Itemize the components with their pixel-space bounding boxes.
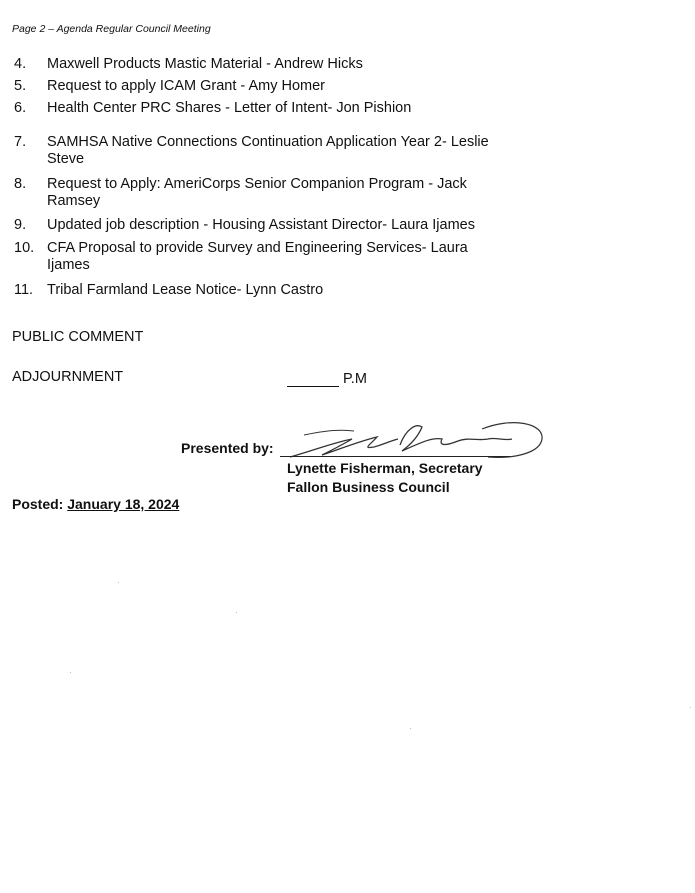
- agenda-item-text: [47, 240, 527, 274]
- page-header: Page 2 – Agenda Regular Council Meeting: [12, 23, 211, 35]
- agenda-item-number: 11.: [14, 282, 34, 298]
- agenda-item-text: [47, 134, 527, 168]
- presented-by-label: Presented by:: [181, 440, 274, 456]
- agenda-item-line: Request to Apply: AmeriCorps Senior Companion Program - Jack: [47, 176, 467, 192]
- agenda-item-number: 8.: [14, 176, 27, 192]
- agenda-item-number: 4.: [14, 56, 27, 72]
- agenda-item-line: Steve: [47, 151, 85, 167]
- agenda-item-number: 7.: [14, 134, 27, 150]
- scan-speck: [690, 707, 691, 708]
- signature-line: [280, 456, 510, 457]
- posted-date: January 18, 2024: [67, 496, 180, 512]
- posted-label: Posted:: [12, 496, 64, 512]
- scan-speck: [70, 672, 71, 673]
- agenda-item-line: CFA Proposal to provide Survey and Engineering Services- Laura: [47, 240, 468, 256]
- adjournment-heading: ADJOURNMENT: [12, 369, 124, 385]
- agenda-item-number: 6.: [14, 100, 27, 116]
- agenda-item-line: Ramsey: [47, 193, 101, 209]
- posted-line: [12, 496, 179, 512]
- scan-speck: [118, 582, 119, 583]
- agenda-item-number: 5.: [14, 78, 27, 94]
- adjournment-time-suffix: P.M: [343, 371, 367, 387]
- agenda-item-line: SAMHSA Native Connections Continuation Application Year 2- Leslie: [47, 134, 489, 150]
- agenda-item-text: [47, 176, 527, 210]
- adjournment-time-blank: [287, 386, 339, 387]
- scan-speck: [236, 612, 237, 613]
- public-comment-heading: PUBLIC COMMENT: [12, 329, 144, 345]
- agenda-item-text: Health Center PRC Shares - Letter of Intent- Jon Pishion: [47, 100, 412, 116]
- agenda-item-number: 10.: [14, 240, 35, 256]
- handwritten-signature: [282, 415, 547, 465]
- agenda-item-line: Ijames: [47, 257, 90, 273]
- agenda-item-text: Request to apply ICAM Grant - Amy Homer: [47, 78, 326, 94]
- agenda-item-text: Updated job description - Housing Assistant Director- Laura Ijames: [47, 217, 475, 233]
- agenda-item-text: Maxwell Products Mastic Material - Andrew Hicks: [47, 56, 363, 72]
- agenda-item-text: Tribal Farmland Lease Notice- Lynn Castro: [47, 282, 324, 298]
- scan-speck: [410, 728, 411, 729]
- signer-name: Lynette Fisherman, Secretary: [287, 460, 483, 476]
- agenda-item-number: 9.: [14, 217, 27, 233]
- signer-organization: Fallon Business Council: [287, 479, 450, 495]
